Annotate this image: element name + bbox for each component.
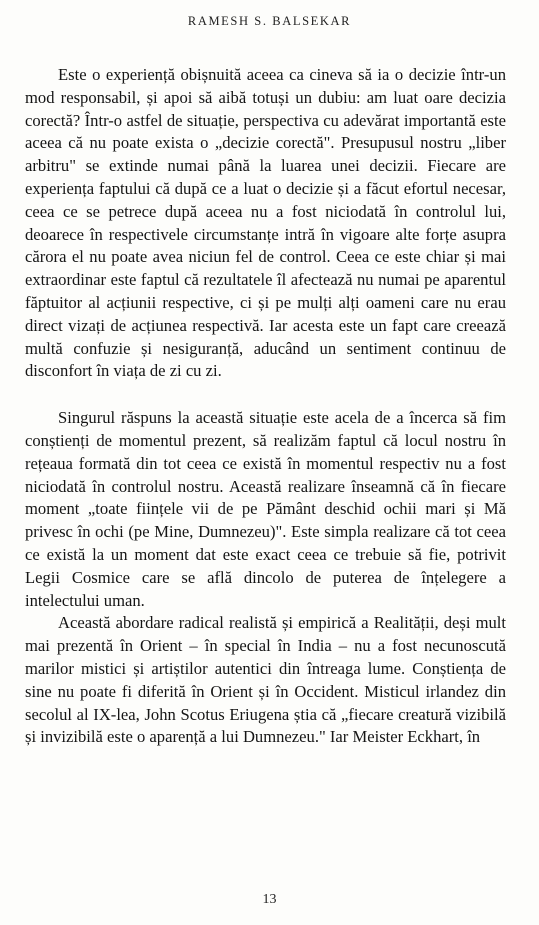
- running-head: RAMESH S. BALSEKAR: [187, 14, 352, 28]
- page-number: 13: [262, 892, 277, 907]
- paragraph-2: Singurul răspuns la această situație este acela de a încerca să fim conștienți de momentul prezent, să realizăm faptul că locul nostru în rețeaua formată din tot ceea ce există în momentul respectiv nu a fost niciodată în controlul nostru. Această realizare înseamnă că în fiecare moment „toate ființele vii de pe Pământ deschid ochii mari și Mă privesc în ochi (pe Mine, Dumnezeu)". Este simpla realizare că tot ceea ce există la un moment dat este exact ceea ce trebuie să fie, potrivit Legii Cosmice care se află dincolo de puterea de înțelegere a intelectului uman.: [25, 408, 506, 610]
- paragraph-3: Această abordare radical realistă și empirică a Realității, deși mult mai prezentă în Orient – în special în India – nu a fost necunoscută marilor mistici și artiștilor autentici din întreaga lume. Conștiența de sine nu poate fi diferită în Orient și în Occident. Misticul irlandez din secolul al IX-lea, John Scotus Eriugena știa că „fiecare creatură vizibilă și invizibilă este o aparență a lui Dumnezeu." Iar Meister Eckhart, în: [25, 613, 506, 747]
- paragraph-1: Este o experiență obișnuită aceea ca cineva să ia o decizie într-un mod responsabil, și apoi să aibă totuși un dubiu: am luat oare decizia corectă? Într-o astfel de situație, perspectiva cu adevărat importantă este aceea că nu poate exista o „decizie corectă". Presupusul nostru „liber arbitru" se extinde numai până la luarea unei decizii. Fiecare are experiența faptului că după ce a luat o decizie și a făcut efortul necesar, ceea ce se petrece după aceea nu a fost niciodată în controlul lui, deoarece în respectivele circumstanțe intră în vigoare alte forțe asupra cărora el nu poate avea niciun fel de control. Ceea ce este chiar și mai extraordinar este faptul că rezultatele îl afectează nu numai pe aparentul făptuitor al acțiunii respective, ci și pe mulți alți oameni care nu erau direct vizați de acțiunea respectivă. Iar acesta este un fapt care creează multă confuzie și nesiguranță, aducând un sentiment continuu de disconfort în viața de zi cu zi.: [25, 65, 506, 381]
- body-text: [25, 64, 506, 749]
